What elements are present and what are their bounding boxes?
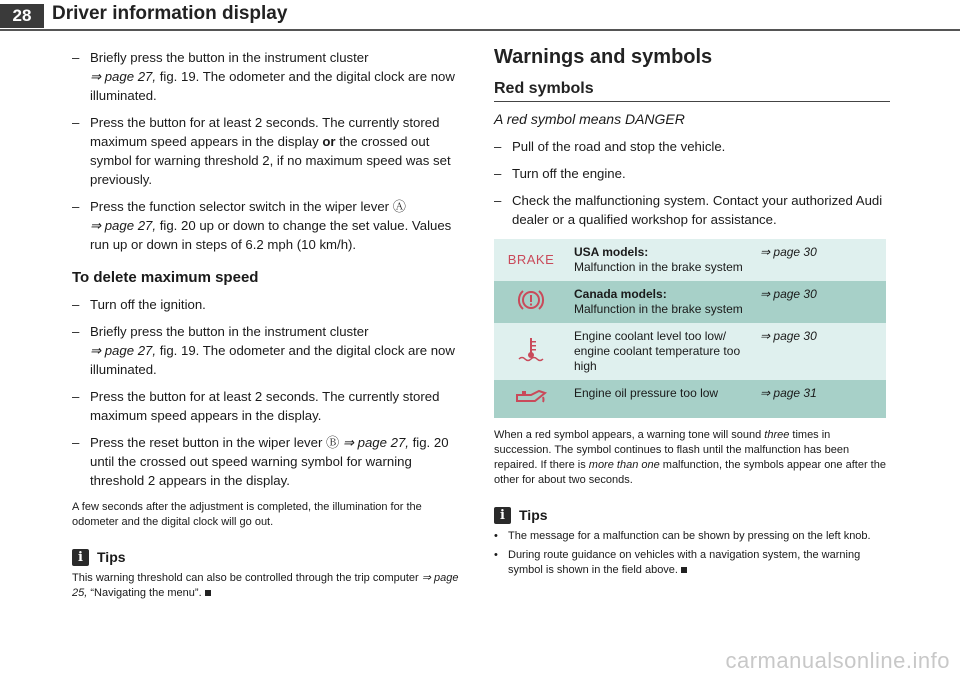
page-reference: ⇒ page 27,: [342, 435, 409, 450]
table-row: [494, 239, 886, 281]
left-column: [72, 48, 468, 601]
page-reference: ⇒ page 30: [760, 287, 817, 301]
table-cell-desc: USA models: Malfunction in the brake system: [574, 245, 743, 274]
coolant-icon: [494, 323, 568, 380]
section-title: To delete maximum speed: [72, 269, 259, 286]
page-reference: ⇒ page 27,: [90, 69, 157, 84]
warning-paragraph: When a red symbol appears, a warning tone will sound three times in succession. The symbol continues to flash until the malfunction has been repaired. If there is more than one malfunction, the symbols appear one after the other for about two seconds.: [494, 429, 886, 486]
page-reference: ⇒ page 27,: [90, 343, 157, 358]
watermark: carmanualsonline.info: [725, 648, 950, 673]
page-reference: ⇒ page 25,: [72, 572, 459, 599]
page-reference: ⇒ page 30: [760, 329, 817, 343]
symbol-table: [494, 239, 886, 418]
step-item: – Press the button for at least 2 seconds. The currently stored maximum speed appears in the display or the crossed out symbol for warning threshold 2, if no maximum speed was set previously.: [72, 115, 451, 187]
step-item: – Check the malfunctioning system. Contact your authorized Audi dealer or a qualified workshop for assistance.: [494, 193, 883, 227]
lead-text: A red symbol means DANGER: [494, 111, 685, 127]
info-icon: i: [72, 549, 89, 566]
step-item: – Press the reset button in the wiper lever Ⓑ ⇒ page 27, fig. 20 until the crossed out speed warning symbol for warning threshold 2 appears in the display.: [72, 435, 449, 488]
tips-paragraph: This warning threshold can also be controlled through the trip computer ⇒ page 25, “Navigating the menu”.: [72, 572, 459, 599]
table-cell-desc: Canada models: Malfunction in the brake system: [574, 287, 743, 316]
step-item: – Briefly press the button in the instrument cluster ⇒ page 27, fig. 19. The odometer and the digital clock are now illuminated.: [72, 50, 455, 103]
page-reference: ⇒ page 30: [760, 245, 817, 259]
tips-heading: i Tips: [72, 548, 468, 567]
step-item: – Press the function selector switch in the wiper lever Ⓐ ⇒ page 27, fig. 20 up or down to change the set value. Values run up or down in steps of 6.2 mph (10 km/h).: [72, 199, 452, 252]
right-column: [494, 48, 890, 582]
end-mark-icon: [205, 590, 211, 596]
table-cell-desc: Engine coolant level too low/ engine coolant temperature too high: [574, 329, 741, 373]
table-row: [494, 380, 886, 418]
section-heading: Warnings and symbols: [494, 46, 713, 68]
step-item: – Briefly press the button in the instrument cluster ⇒ page 27, fig. 19. The odometer and the digital clock are now illuminated.: [72, 324, 455, 377]
list-item: • The message for a malfunction can be shown by pressing on the left knob.: [494, 530, 871, 542]
table-row: [494, 323, 886, 380]
page-reference: ⇒ page 27,: [90, 218, 157, 233]
brake-text-icon: BRAKE: [507, 252, 555, 267]
page-header: Driver information display: [52, 3, 288, 24]
tips-heading: i Tips: [494, 506, 890, 525]
page-number: 28: [0, 4, 44, 28]
step-item: – Turn off the engine.: [494, 166, 626, 181]
bullet-icon: •: [494, 549, 498, 561]
note-paragraph: A few seconds after the adjustment is completed, the illumination for the odometer and the digital clock will go out.: [72, 501, 422, 528]
step-item: – Press the button for at least 2 seconds. The currently stored maximum speed appears in the display.: [72, 389, 440, 423]
table-cell-desc: Engine oil pressure too low: [574, 386, 719, 400]
header-rule: [0, 29, 960, 31]
list-item: • During route guidance on vehicles with a navigation system, the warning symbol is shown in the field above.: [494, 549, 861, 576]
step-item: – Turn off the ignition.: [72, 297, 206, 312]
step-item: – Pull of the road and stop the vehicle.: [494, 139, 726, 154]
info-icon: i: [494, 507, 511, 524]
table-row: [494, 281, 886, 323]
brake-circle-icon: [494, 281, 568, 323]
end-mark-icon: [681, 567, 687, 573]
bullet-icon: •: [494, 530, 498, 542]
oil-can-icon: [494, 380, 568, 418]
subsection-heading: Red symbols: [494, 79, 890, 102]
page-reference: ⇒ page 31: [760, 386, 817, 400]
